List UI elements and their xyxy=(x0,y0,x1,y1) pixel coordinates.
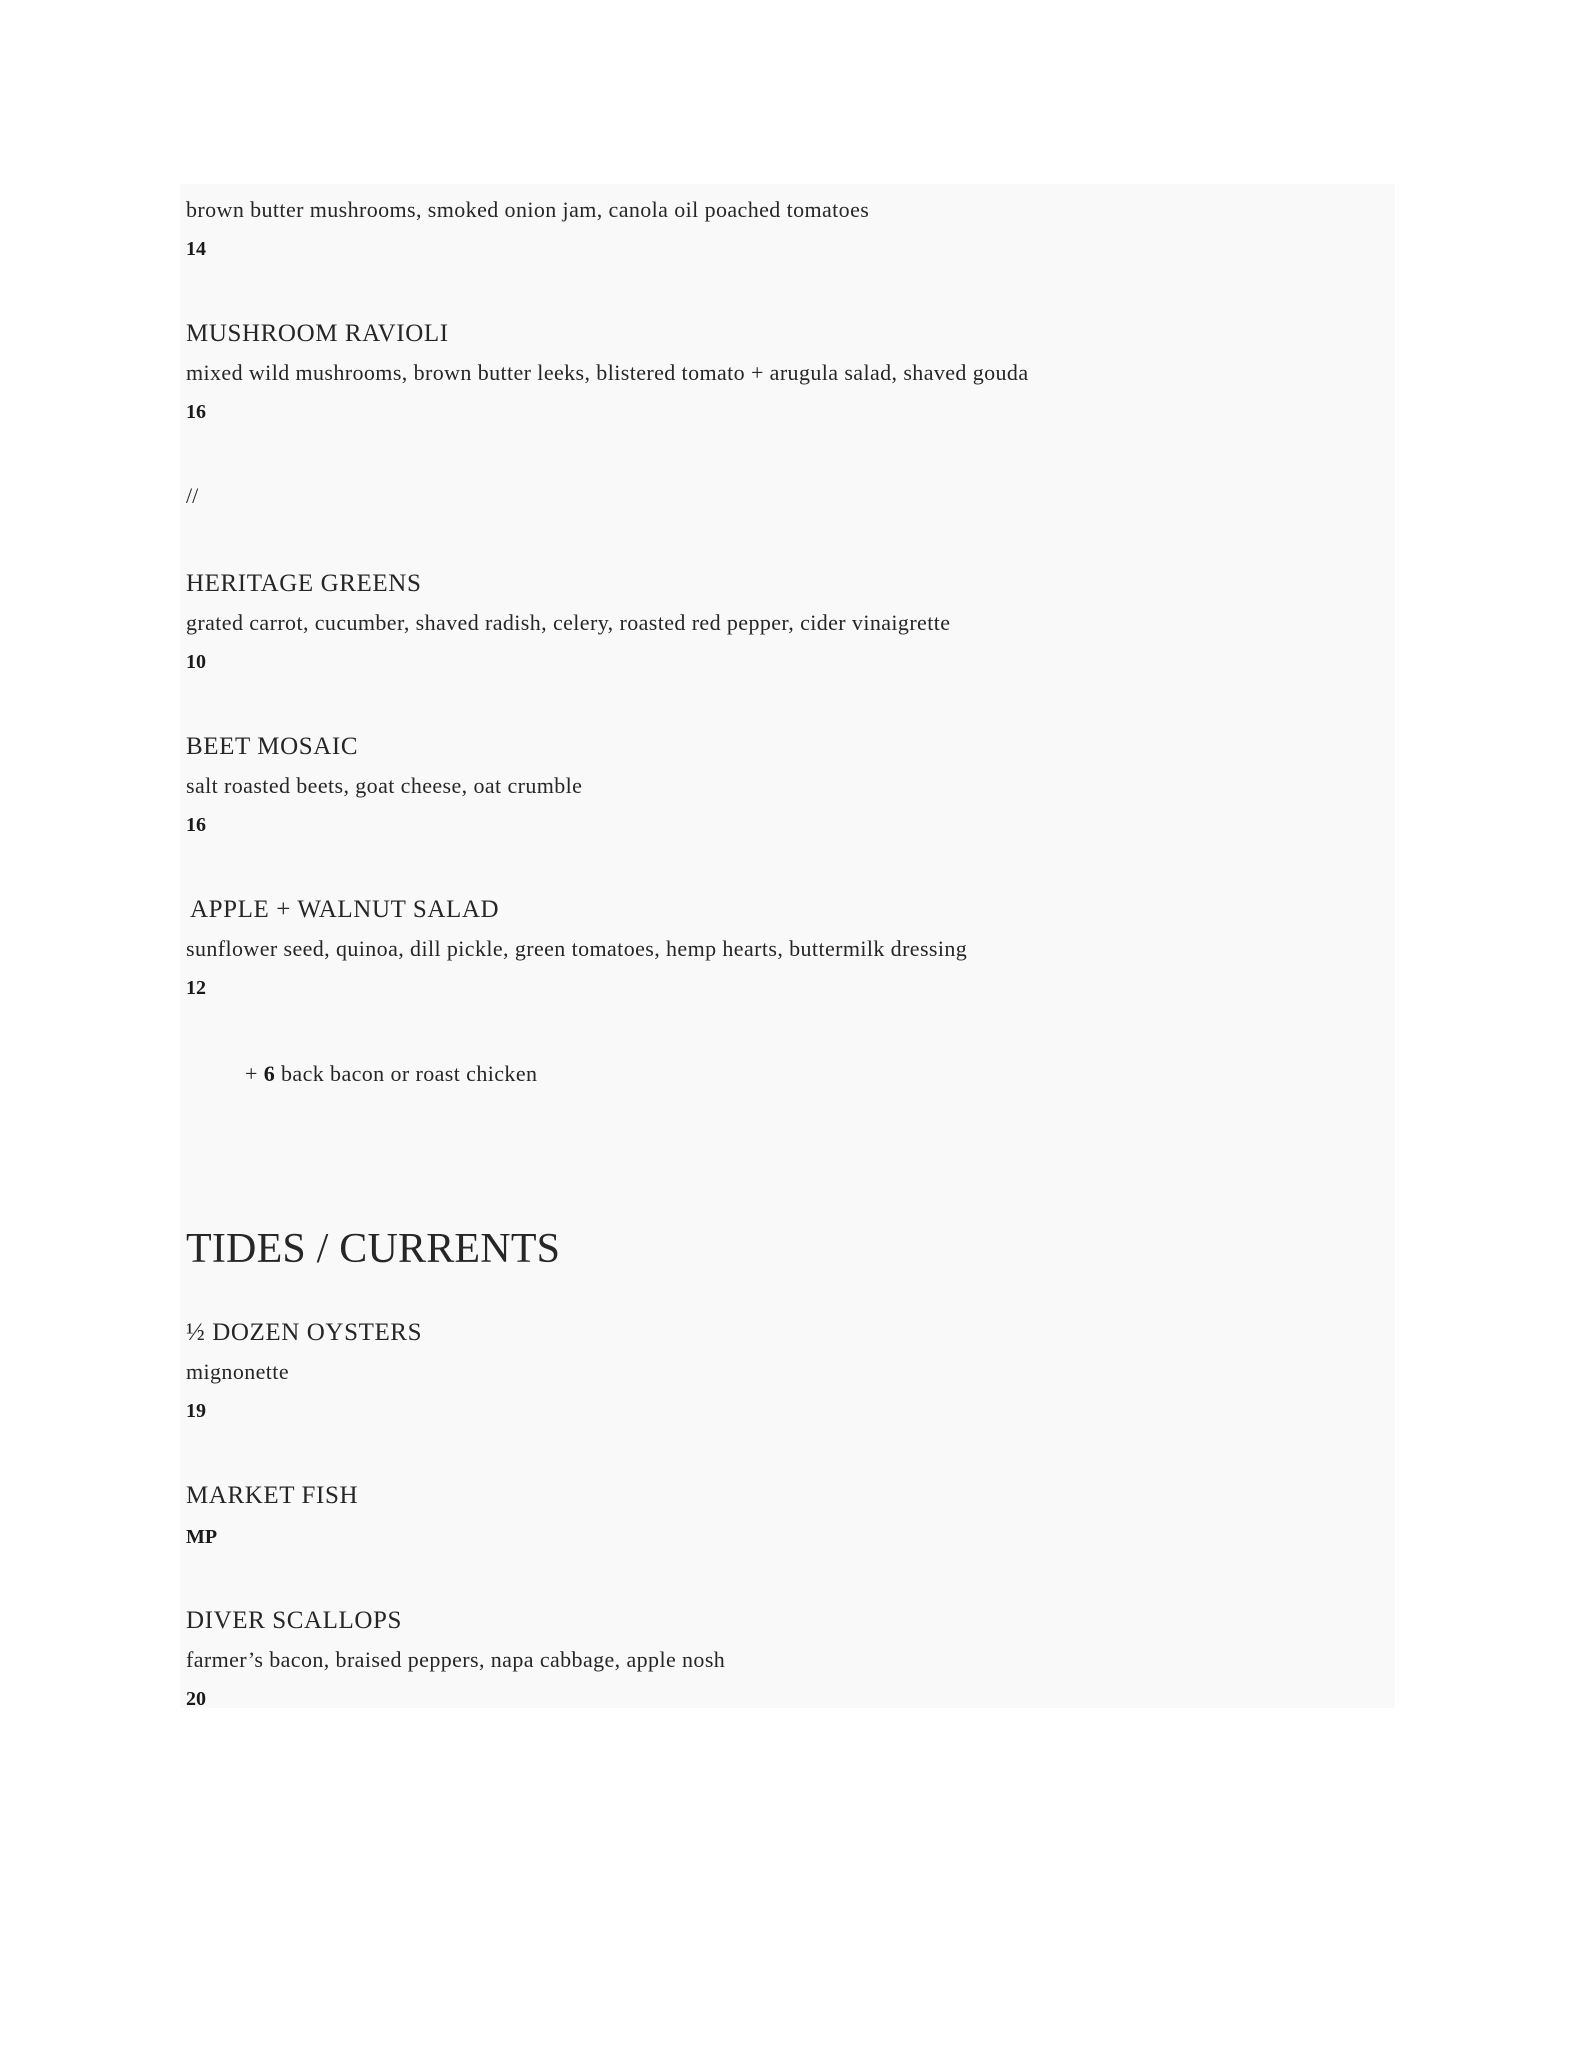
menu-item-price: 12 xyxy=(186,977,206,999)
menu-item-price: 10 xyxy=(186,651,206,673)
addon-text: back bacon or roast chicken xyxy=(275,1061,538,1086)
menu-item-price: 16 xyxy=(186,401,206,423)
menu-item-name: MUSHROOM RAVIOLI xyxy=(186,320,449,347)
menu-item-price: 20 xyxy=(186,1688,206,1710)
menu-item-name: BEET MOSAIC xyxy=(186,733,359,760)
menu-item-description: grated carrot, cucumber, shaved radish, celery, roasted red pepper, cider vinaigrette xyxy=(186,610,951,635)
menu-item-price: 19 xyxy=(186,1400,206,1422)
menu-item-description: mignonette xyxy=(186,1359,289,1384)
menu-item-name: HERITAGE GREENS xyxy=(186,570,422,597)
menu-item-price: 16 xyxy=(186,814,206,836)
addon-prefix: + xyxy=(245,1061,264,1086)
menu-item-description: brown butter mushrooms, smoked onion jam, canola oil poached tomatoes xyxy=(186,197,870,222)
menu-item-name: APPLE + WALNUT SALAD xyxy=(190,896,500,923)
menu-item-price: 14 xyxy=(186,238,206,260)
section-separator: // xyxy=(186,483,199,508)
menu-addon xyxy=(245,1063,537,1085)
menu-item-description: salt roasted beets, goat cheese, oat crumble xyxy=(186,773,583,798)
menu-item-price: MP xyxy=(186,1526,218,1548)
menu-item-name: MARKET FISH xyxy=(186,1482,359,1509)
menu-item-name: DIVER SCALLOPS xyxy=(186,1607,403,1634)
addon-price: 6 xyxy=(263,1061,276,1086)
menu-item-name: ½ DOZEN OYSTERS xyxy=(186,1319,423,1346)
menu-item-description: sunflower seed, quinoa, dill pickle, green tomatoes, hemp hearts, buttermilk dressing xyxy=(186,936,968,961)
section-heading: TIDES / CURRENTS xyxy=(186,1226,561,1272)
menu-item-description: farmer’s bacon, braised peppers, napa cabbage, apple nosh xyxy=(186,1647,726,1672)
menu-item-description: mixed wild mushrooms, brown butter leeks, blistered tomato + arugula salad, shaved gouda xyxy=(186,360,1029,385)
